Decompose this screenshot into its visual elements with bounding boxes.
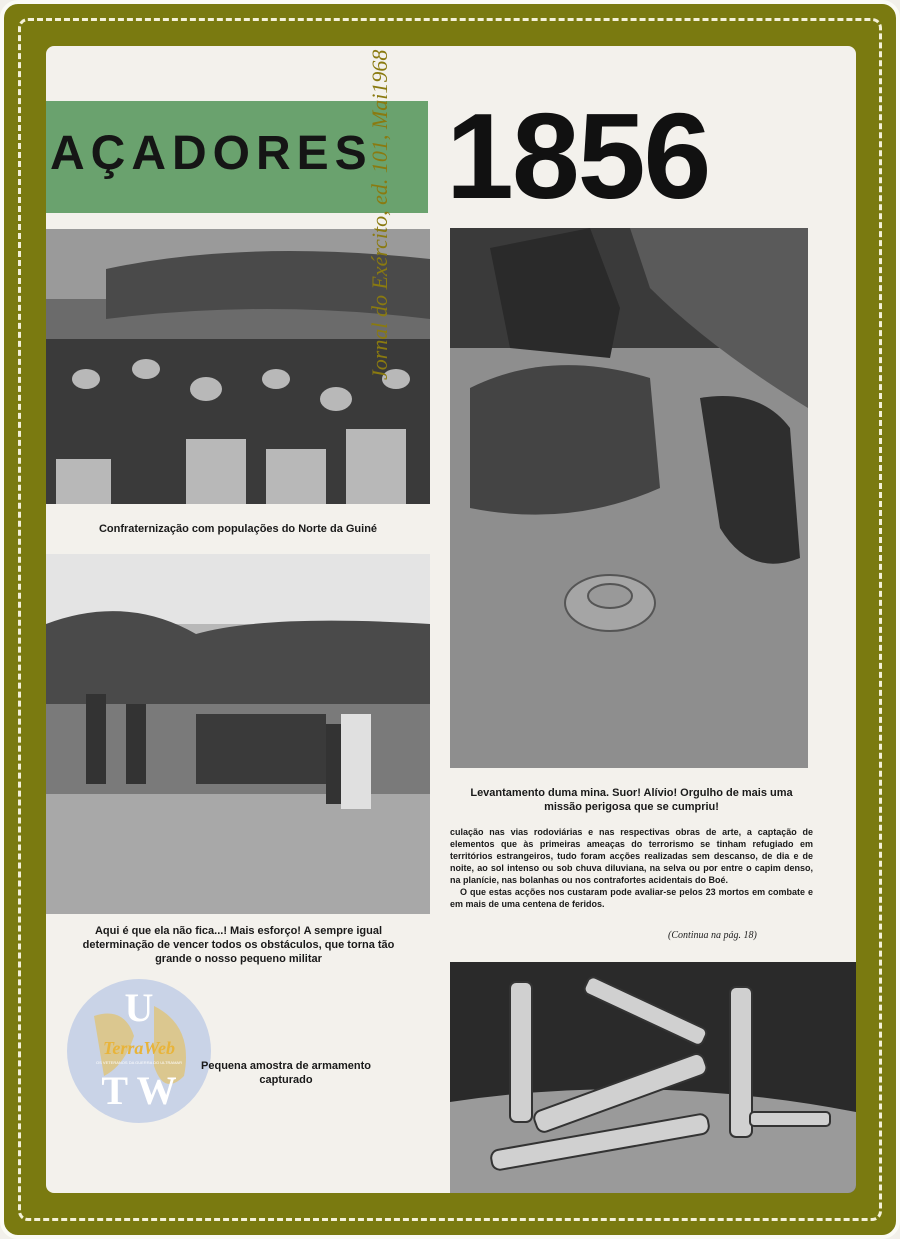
page-title: AÇADORES	[50, 127, 373, 180]
terraweb-logo	[64, 976, 214, 1126]
crowd-caption: Confraternização com populações do Norte da Guiné	[98, 523, 378, 535]
article-body	[450, 826, 813, 910]
logo-letter-u: U	[124, 985, 154, 1030]
vehicle-caption: Aqui é que ela não fica...! Mais esforço! A sempre igual determinação de vencer todos os obstáculos, que torna tão grande o nosso pequeno militar	[82, 925, 395, 965]
mine-photo	[450, 228, 808, 768]
magazine-page	[46, 46, 856, 1193]
article-paragraph-2: O que estas acções nos custaram pode avaliar-se pelos 23 mortos em combate e em mais de uma centena de feridos.	[450, 887, 813, 909]
mine-caption: Levantamento duma mina. Suor! Alívio! Orgulho de mais uma missão perigosa que se cumpriu!	[470, 787, 793, 813]
vehicle-photo	[46, 554, 430, 914]
mine-photo-image	[450, 228, 808, 768]
logo-wordmark: TerraWeb	[103, 1038, 175, 1058]
year-heading: 1856	[446, 88, 710, 224]
logo-letters-tw: T W	[101, 1068, 177, 1113]
weapons-photo-image	[450, 962, 856, 1193]
weapons-photo	[450, 962, 856, 1193]
vehicle-photo-image	[46, 554, 430, 914]
weapons-caption: Pequena amostra de armamento capturado	[201, 1060, 371, 1086]
article-paragraph-1: culação nas vias rodoviárias e nas respectivas obras de arte, a captação de elementos que às primeiras ameaças do terrorismo se tinham refugiado em territórios estrangeiros, tudo foram acções realizadas sem descanso, de dia e de noite, ao sol intenso ou sob chuva diluviana, na selva ou por entre o capim denso, na planície, nas bolanhas ou nos contrafortes acidentais do Boé.	[450, 827, 813, 885]
source-watermark: Jornal do Exército, ed. 101, Mai1968	[367, 49, 392, 380]
globe-icon	[64, 976, 214, 1126]
continued-note: (Continua na pág. 18)	[668, 930, 757, 941]
logo-subtitle: OS VETERANOS DA GUERRA DO ULTRAMAR	[96, 1060, 182, 1065]
